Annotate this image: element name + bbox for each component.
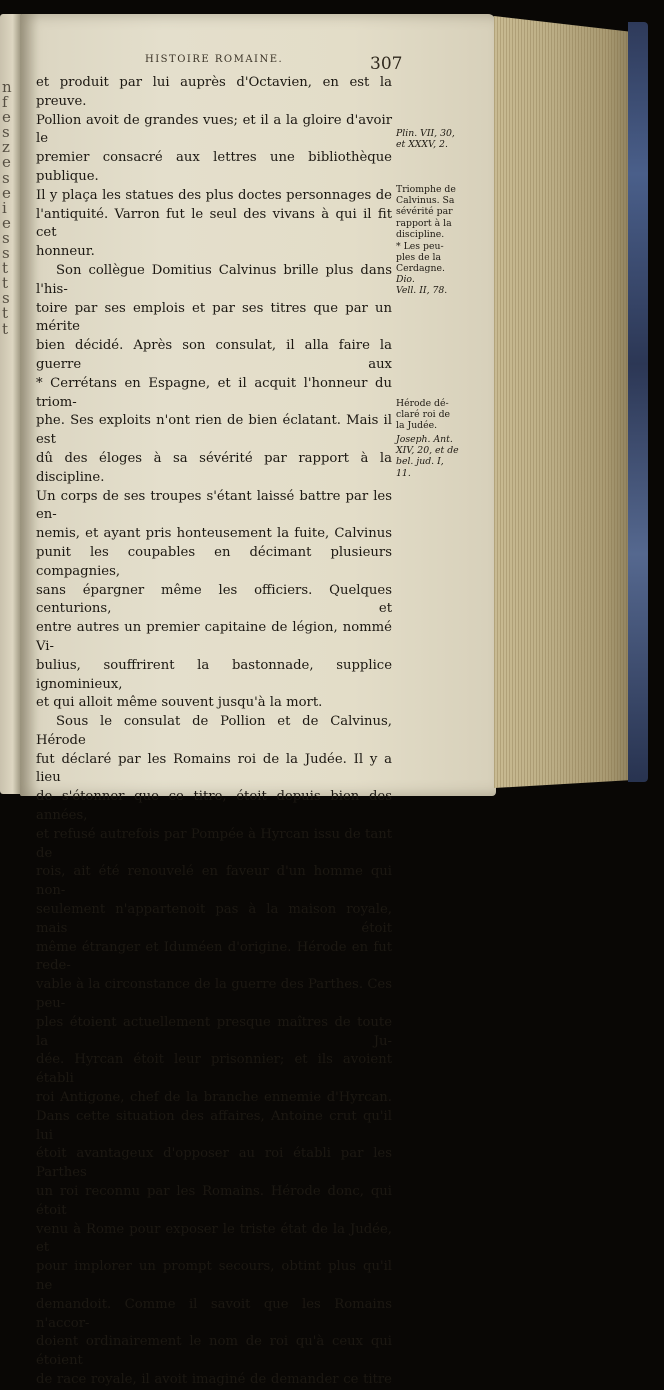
text-line: Un corps de ses troupes s'étant laissé battre par les en- xyxy=(36,488,392,523)
margin-line: Hérode dé- xyxy=(396,398,449,409)
text-line: un roi reconnu par les Romains. Hérode donc, qui étoit xyxy=(36,1184,392,1218)
margin-summary-calvinus xyxy=(396,184,466,240)
text-line: fut déclaré par les Romains roi de la Judée. Il y a lieu xyxy=(36,751,392,786)
text-line: Il y plaça les statues des plus doctes personnages de xyxy=(36,187,392,203)
book-cover xyxy=(628,22,648,782)
margin-line: la Judée. xyxy=(396,420,438,432)
margin-line: Vell. II, 78. xyxy=(396,285,448,297)
margin-reference-josephus xyxy=(396,434,466,479)
text-line: de s'étonner que ce titre, étoit depuis bien des années, xyxy=(36,789,392,824)
text-line: Dans cette situation des affaires, Antoine crut qu'il lui xyxy=(36,1108,392,1143)
margin-line: bel. jud. I, xyxy=(396,456,444,468)
margin-line: ples de la xyxy=(396,252,442,264)
text-line: entre autres un premier capitaine de légion, nommé Vi- xyxy=(36,620,392,654)
text-line: roi Antigone, chef de la branche ennemie d'Hyrcan. xyxy=(36,1090,392,1106)
text-line: ples étoient actuellement presque maîtres de toute la Ju- xyxy=(36,1014,392,1049)
text-line: vable à la circonstance de la guerre des Parthes. Ces peu- xyxy=(36,977,392,1012)
margin-line: Plin. VII, 30, xyxy=(396,128,455,139)
text-line: venu à Rome pour exposer le triste état de la Judée, et xyxy=(36,1221,392,1256)
margin-line: * Les peu- xyxy=(396,241,444,252)
margin-line: rapport à la xyxy=(396,217,452,229)
left-page-text-fragment: n f e s z e s e i e s s t t s t t xyxy=(2,78,12,338)
text-line: et refusé autrefois par Pompée à Hyrcan issu de tant de xyxy=(36,826,392,861)
margin-reference-dio xyxy=(396,274,466,296)
margin-line: 11. xyxy=(396,467,411,479)
margin-reference-pliny xyxy=(396,128,466,150)
left-page-edge xyxy=(0,14,21,794)
margin-footnote-cerretans xyxy=(396,241,466,275)
text-line: Sous le consulat de Pollion et de Calvinus, Hérode xyxy=(36,714,392,748)
text-line: honneur. xyxy=(36,244,95,260)
text-line: pour implorer un prompt secours, obtint plus qu'il ne xyxy=(36,1259,392,1293)
text-line: nemis, et ayant pris honteusement la fuite, Calvinus xyxy=(36,526,392,542)
text-line: même étranger et Iduméen d'origine. Hérode en fut rede- xyxy=(36,939,392,974)
text-line: dû des éloges à sa sévérité par rapport à la discipline. xyxy=(36,450,392,485)
text-line: dée. Hyrcan étoit leur prisonnier; et ils avoient établi xyxy=(36,1052,392,1087)
margin-line: claré roi de xyxy=(396,409,451,421)
text-line: de race royale, il avoit imaginé de demander ce titre xyxy=(36,1371,392,1387)
text-line: doient ordinairement le nom de roi qu'à ceux qui étoient xyxy=(36,1334,392,1369)
main-text xyxy=(36,74,392,1390)
margin-line: et XXXV, 2. xyxy=(396,139,448,151)
margin-line: sévérité par xyxy=(396,206,453,218)
margin-line: Cerdagne. xyxy=(396,263,445,275)
text-line: phe. Ses exploits n'ont rien de bien éclatant. Mais il est xyxy=(36,413,392,448)
text-line: étoit avantageux d'opposer au roi établi par les Parthes xyxy=(36,1146,392,1181)
page-edges xyxy=(494,16,634,788)
text-line: sans épargner même les officiers. Quelques centurions, et xyxy=(36,582,392,617)
margin-line: XIV, 20, et de xyxy=(396,445,459,457)
text-line: demandoit. Comme il savoit que les Romains n'accor- xyxy=(36,1296,392,1331)
text-line: l'antiquité. Varron fut le seul des vivans à qui il fit cet xyxy=(36,206,392,241)
margin-line: Dio. xyxy=(396,274,415,285)
text-line: Pollion avoit de grandes vues; et il a la gloire d'avoir le xyxy=(36,112,392,147)
text-line: punit les coupables en décimant plusieurs compagnies, xyxy=(36,544,392,579)
text-line: rois, ait été renouvelé en faveur d'un homme qui non- xyxy=(36,864,392,899)
margin-line: Joseph. Ant. xyxy=(396,434,453,445)
margin-line: Triomphe de xyxy=(396,184,456,195)
running-head: HISTOIRE ROMAINE. xyxy=(145,54,284,65)
text-line: et qui alloit même souvent jusqu'à la mort. xyxy=(36,695,323,711)
text-line: bien décidé. Après son consulat, il alla faire la guerre aux xyxy=(36,338,392,372)
text-line: premier consacré aux lettres une bibliothèque publique. xyxy=(36,150,392,184)
margin-line: Calvinus. Sa xyxy=(396,195,455,207)
page-number: 307 xyxy=(370,54,403,74)
text-line: bulius, souffrirent la bastonnade, supplice ignominieux, xyxy=(36,657,392,692)
text-line: * Cerrétans en Espagne, et il acquit l'honneur du triom- xyxy=(36,375,392,410)
text-line: toire par ses emplois et par ses titres que par un mérite xyxy=(36,300,392,335)
margin-summary-herode xyxy=(396,398,466,432)
text-line: seulement n'appartenoit pas à la maison royale, mais étoit xyxy=(36,902,392,936)
margin-line: discipline. xyxy=(396,228,445,240)
text-line: et produit par lui auprès d'Octavien, en est la preuve. xyxy=(36,75,392,109)
text-line: Son collègue Domitius Calvinus brille plus dans l'his- xyxy=(36,262,392,297)
